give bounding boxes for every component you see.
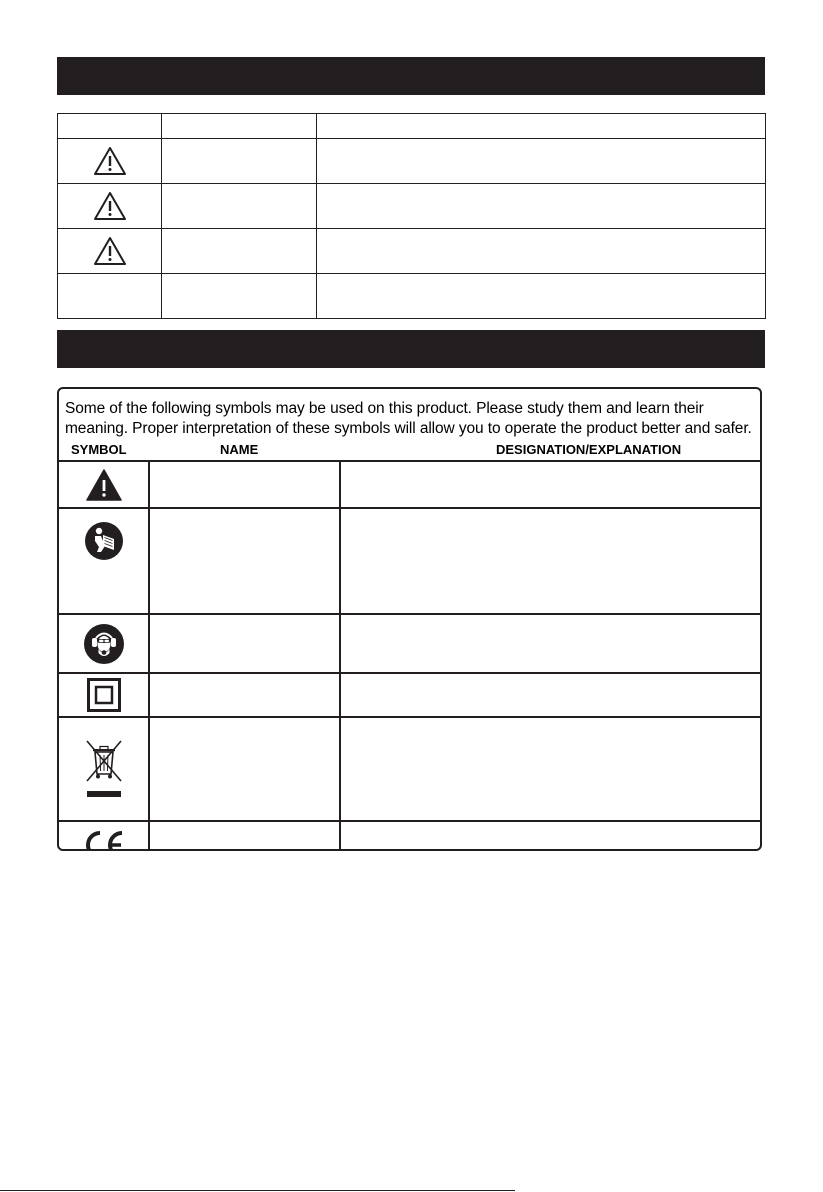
designation-cell (340, 821, 760, 851)
symbol-cell (59, 717, 149, 821)
table-row (59, 821, 760, 851)
symbol-cell (58, 274, 162, 319)
warning-triangle-icon (93, 191, 127, 221)
header-cell (317, 114, 766, 139)
header-cell (162, 114, 317, 139)
signal-word-cell (162, 184, 317, 229)
symbol-cell (58, 139, 162, 184)
table-row (59, 717, 760, 821)
meaning-cell (317, 274, 766, 319)
hazard-levels-table (57, 113, 766, 319)
designation-cell (340, 508, 760, 614)
meaning-cell (317, 229, 766, 274)
designation-cell (340, 461, 760, 508)
class-ii-construction-icon (87, 678, 121, 712)
section-header-bar (57, 330, 765, 368)
designation-cell (340, 673, 760, 717)
safety-alert-icon (86, 469, 122, 501)
eye-ear-breathing-protection-icon (83, 623, 125, 665)
symbol-cell (59, 673, 149, 717)
symbols-box (57, 387, 762, 851)
signal-word-cell (162, 274, 317, 319)
table-header-row (58, 114, 766, 139)
intro-text: Some of the following symbols may be used on this product. Please study them and learn their meaning. Proper interpretation of these symbols will allow you to operate the product better and safer. (65, 400, 752, 437)
name-cell (149, 717, 340, 821)
symbol-cell (58, 229, 162, 274)
meaning-cell (317, 139, 766, 184)
header-cell (58, 114, 162, 139)
section-header-bar (57, 57, 765, 95)
symbol-column-header: SYMBOL (71, 442, 127, 457)
table-row (59, 508, 760, 614)
name-column-header: NAME (220, 442, 259, 457)
table-row (59, 673, 760, 717)
name-cell (149, 821, 340, 851)
symbol-cell (59, 821, 149, 851)
designation-cell (340, 717, 760, 821)
symbols-table (59, 460, 760, 851)
symbol-cell (59, 508, 149, 614)
weee-crossed-bin-icon (83, 737, 125, 801)
symbol-cell (59, 614, 149, 673)
symbol-cell (59, 461, 149, 508)
table-row (59, 614, 760, 673)
table-row (58, 139, 766, 184)
designation-column-header: DESIGNATION/EXPLANATION (496, 442, 682, 457)
signal-word-cell (162, 139, 317, 184)
footer-rule (0, 1190, 515, 1191)
warning-triangle-icon (93, 146, 127, 176)
read-manual-icon (84, 521, 124, 561)
ce-mark-icon (80, 829, 128, 852)
signal-word-cell (162, 229, 317, 274)
table-row (59, 461, 760, 508)
name-cell (149, 673, 340, 717)
table-row (58, 274, 766, 319)
designation-cell (340, 614, 760, 673)
name-cell (149, 461, 340, 508)
symbol-cell (58, 184, 162, 229)
table-row (58, 184, 766, 229)
meaning-cell (317, 184, 766, 229)
name-cell (149, 614, 340, 673)
table-row (58, 229, 766, 274)
warning-triangle-icon (93, 236, 127, 266)
name-cell (149, 508, 340, 614)
